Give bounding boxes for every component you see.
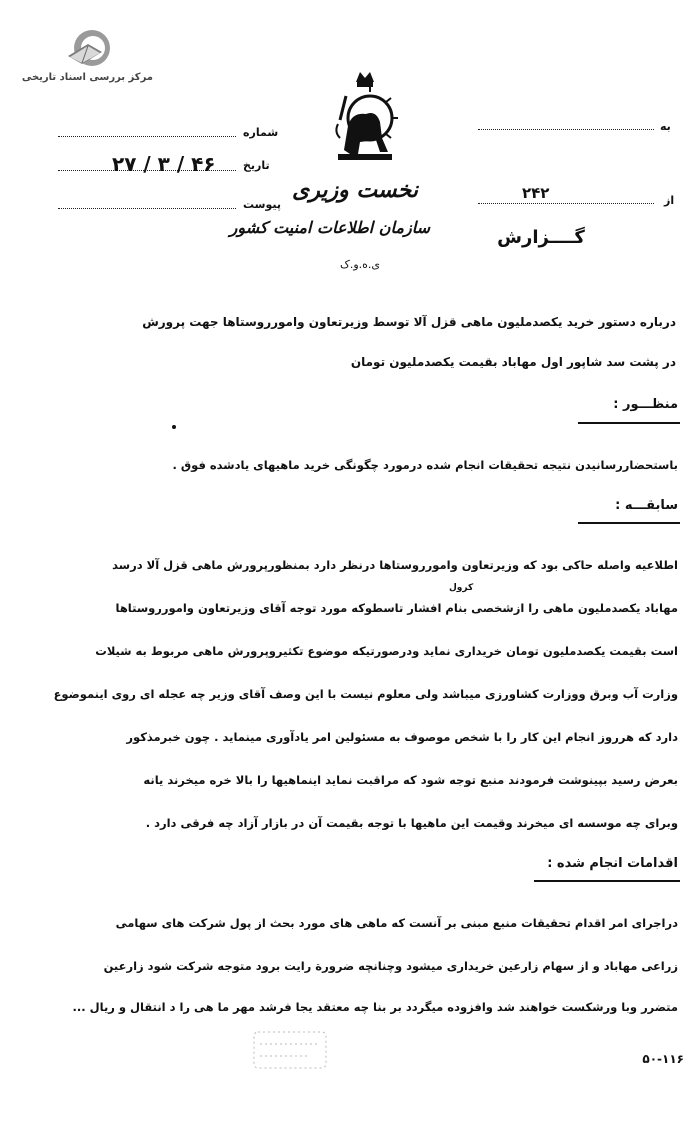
archive-logo-icon: [62, 26, 112, 76]
subject-line-2: در پشت سد شاپور اول مهاباد بقیمت یکصدملیون تومان: [350, 355, 676, 369]
lion-and-sun-emblem-icon: [330, 68, 400, 168]
org-title: نخست وزیری: [292, 178, 418, 203]
background-line-7: وبرای چه موسسه ای میخرند وقیمت این ماهیها با توجه بقیمت آن در بازار آزاد چه فرقی دارد .: [145, 816, 678, 830]
report-title: گــــزارش: [497, 227, 585, 248]
background-line-1: اطلاعیه واصله حاکی بود که وزیرتعاون وامورروستاها درنظر دارد بمنظورپرورش ماهی قزل آلا درسد: [112, 558, 678, 572]
number-dotted-line: [58, 136, 236, 137]
attachment-label: پیوست: [243, 198, 281, 211]
to-label: به: [660, 120, 671, 133]
from-dotted-line: [478, 203, 654, 204]
from-value: ۲۴۲: [522, 184, 550, 202]
date-value: ۲۷ / ۳ / ۴۶: [112, 152, 216, 176]
background-line-3: است بقیمت یکصدملیون تومان خریداری نماید ودرصورتیکه موضوع تکثیروپرورش ماهی مربوط به شیلات: [95, 644, 678, 658]
background-underline: [578, 522, 680, 524]
to-dotted-line: [478, 129, 654, 130]
attachment-dotted-line: [58, 208, 236, 209]
org-code: ی.ه.و.ک: [339, 258, 381, 271]
subject-line-1: درباره دستور خرید یکصدملیون ماهی قزل آلا توسط وزیرتعاون وامورروستاها جهت پرورش: [142, 315, 676, 329]
purpose-heading: منظـــور :: [613, 397, 678, 412]
background-line-6: بعرض رسید بپینوشت فرمودند منبع توجه شود که مراقبت نماید اینماهیها را بالا خره میخرند یانه: [143, 773, 678, 787]
page-number: ۵۰-۱۱۶: [642, 1052, 684, 1066]
number-label: شماره: [243, 126, 279, 139]
background-heading: سابقـــه :: [615, 498, 678, 513]
watermark-text: مرکز بررسی اسناد تاریخی: [21, 72, 153, 83]
actions-heading: اقدامات انجام شده :: [547, 856, 678, 871]
faded-stamp-icon: [250, 1028, 330, 1072]
handwritten-marginal-note: کرول: [449, 583, 474, 593]
from-label: از: [664, 194, 675, 207]
actions-line-1: دراجرای امر اقدام تحقیقات منبع مبنی بر آنست که ماهی های مورد بحث از پول شرکت های سهامی: [115, 916, 678, 930]
background-line-4: وزارت آب وبرق ووزارت کشاورزی میباشد ولی معلوم نیست با این وصف آقای وزیر چه عجله ای روی اینموضوع: [53, 687, 678, 701]
actions-line-3: متضرر وبا ورشکست خواهند شد وافزوده میگردد بر بنا چه معتقد یجا فرشد مهر ما هی را د انتقال و ریال ...: [72, 1000, 678, 1014]
purpose-underline: [578, 422, 680, 424]
org-subtitle: سازمان اطلاعات امنیت کشور: [229, 218, 430, 237]
date-label: تاریخ: [243, 159, 270, 172]
actions-line-2: زراعی مهاباد و از سهام زارعین خریداری میشود وچنانچه ضرورة رایت برود متوجه شرکت شود زارعین: [103, 959, 678, 973]
background-line-5: دارد که هرروز انجام این کار را با شخص موصوف به مسئولین امر یادآوری مینماید . چون خبرمذکور: [126, 730, 678, 744]
purpose-text: باستحضاررسانیدن نتیجه تحقیقات انجام شده درمورد چگونگی خرید ماهیهای یادشده فوق .: [172, 458, 678, 472]
background-line-2: مهاباد یکصدملیون ماهی را ازشخصی بنام افشار تاسطوکه مورد توجه آقای وزیرتعاون وامورروستاها: [115, 601, 678, 615]
ink-dot: [172, 425, 176, 429]
actions-underline: [534, 880, 680, 882]
